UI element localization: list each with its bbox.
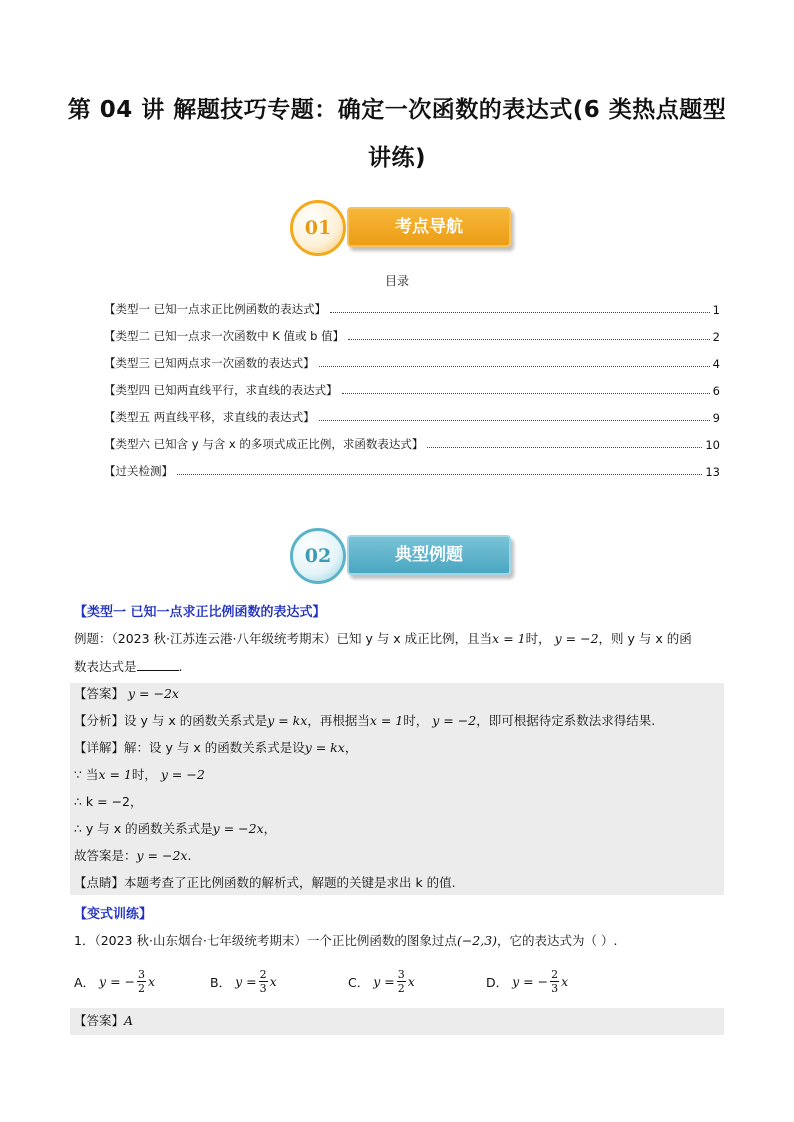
toc-entry-text: 【过关检测】 [104,464,173,478]
toc-entry-text: 【类型五 两直线平移，求直线的表达式】 [104,410,315,424]
detail-line: 【详解】解：设 y 与 x 的函数关系式是设y = kx， [74,740,358,755]
toc-entry[interactable] [104,378,720,398]
page-title: 第 04 讲 解题技巧专题：确定一次函数的表达式(6 类热点题型讲练) [67,97,727,171]
badge-label: 典型例题 [347,535,511,575]
toc-entry[interactable] [104,351,720,371]
fraction: $\frac{2}{3}$ [259,968,267,995]
variant-question-1: 1．（2023 秋·山东烟台·七年级统考期末）一个正比例函数的图象过点(−2,3)，它的表达式为（ ）. [74,933,618,948]
comment-line: 【点睛】本题考查了正比例函数的解析式，解题的关键是求出 k 的值. [74,875,456,890]
toc-entry[interactable] [104,405,720,425]
option-b[interactable]: B． y = $\frac{2}{3}$ x [210,968,277,995]
step-1: ∵ 当x = 1时， y = −2 [74,767,205,782]
toc-entry[interactable] [104,459,720,479]
toc-entry-page: 13 [705,465,720,479]
badge-number: 02 [290,528,346,584]
toc-leader [342,393,710,394]
option-c[interactable]: C． y = $\frac{3}{2}$ x [348,968,415,995]
badge-number: 01 [290,200,346,256]
example-question: 例题：（2023 秋·江苏连云港·八年级统考期末）已知 y 与 x 成正比例，且当x = 1时， y = −2，则 y 与 x 的函 [74,631,692,646]
toc-entry-page: 1 [712,303,720,317]
toc-entry[interactable] [104,297,720,317]
section-badge-navigation [290,200,520,260]
section-title: 【类型一 已知一点求正比例函数的表达式】 [74,605,326,620]
fraction: $\frac{2}{3}$ [551,968,559,995]
toc-leader [427,447,702,448]
step-3: ∴ y 与 x 的函数关系式是y = −2x， [74,821,277,836]
badge-label: 考点导航 [347,207,511,247]
toc-leader [319,366,710,367]
answer-line: 【答案】 y = −2x [74,686,179,701]
toc-entry-page: 10 [705,438,720,452]
toc-entry-text: 【类型六 已知含 y 与含 x 的多项式成正比例，求函数表达式】 [104,437,424,451]
step-4: 故答案是：y = −2x. [74,848,192,863]
variant-answer-box [70,1008,724,1035]
toc-heading: 目录 [384,274,409,288]
fraction: $\frac{3}{2}$ [138,968,146,995]
step-2: ∴ k = −2， [74,794,143,809]
example-question-cont: 数表达式是 . [74,659,183,674]
answer-blank [137,658,179,671]
option-a[interactable]: A． y = − $\frac{3}{2}$ x [74,968,156,995]
toc-entry[interactable] [104,324,720,344]
toc-entry-text: 【类型三 已知两点求一次函数的表达式】 [104,356,315,370]
toc-leader [319,420,710,421]
toc-entry-page: 6 [712,384,720,398]
toc-entry[interactable] [104,432,720,452]
toc-entry-text: 【类型二 已知一点求一次函数中 K 值或 b 值】 [104,329,345,343]
toc-entry-text: 【类型四 已知两直线平行，求直线的表达式】 [104,383,338,397]
toc-entry-page: 9 [712,411,720,425]
variant-answer-line: 【答案】A [74,1013,134,1028]
toc-entry-text: 【类型一 已知一点求正比例函数的表达式】 [104,302,327,316]
analysis-line: 【分析】设 y 与 x 的函数关系式是y = kx，再根据当x = 1时， y = −2，即可根据待定系数法求得结果. [74,713,656,728]
option-d[interactable]: D． y = − $\frac{2}{3}$ x [486,968,569,995]
toc-leader [177,474,702,475]
variant-title: 【变式训练】 [74,907,153,922]
toc-entry-page: 2 [712,330,720,344]
toc-leader [330,312,710,313]
toc-leader [348,339,710,340]
section-badge-examples [290,528,520,588]
toc-entry-page: 4 [712,357,720,371]
fraction: $\frac{3}{2}$ [397,968,405,995]
